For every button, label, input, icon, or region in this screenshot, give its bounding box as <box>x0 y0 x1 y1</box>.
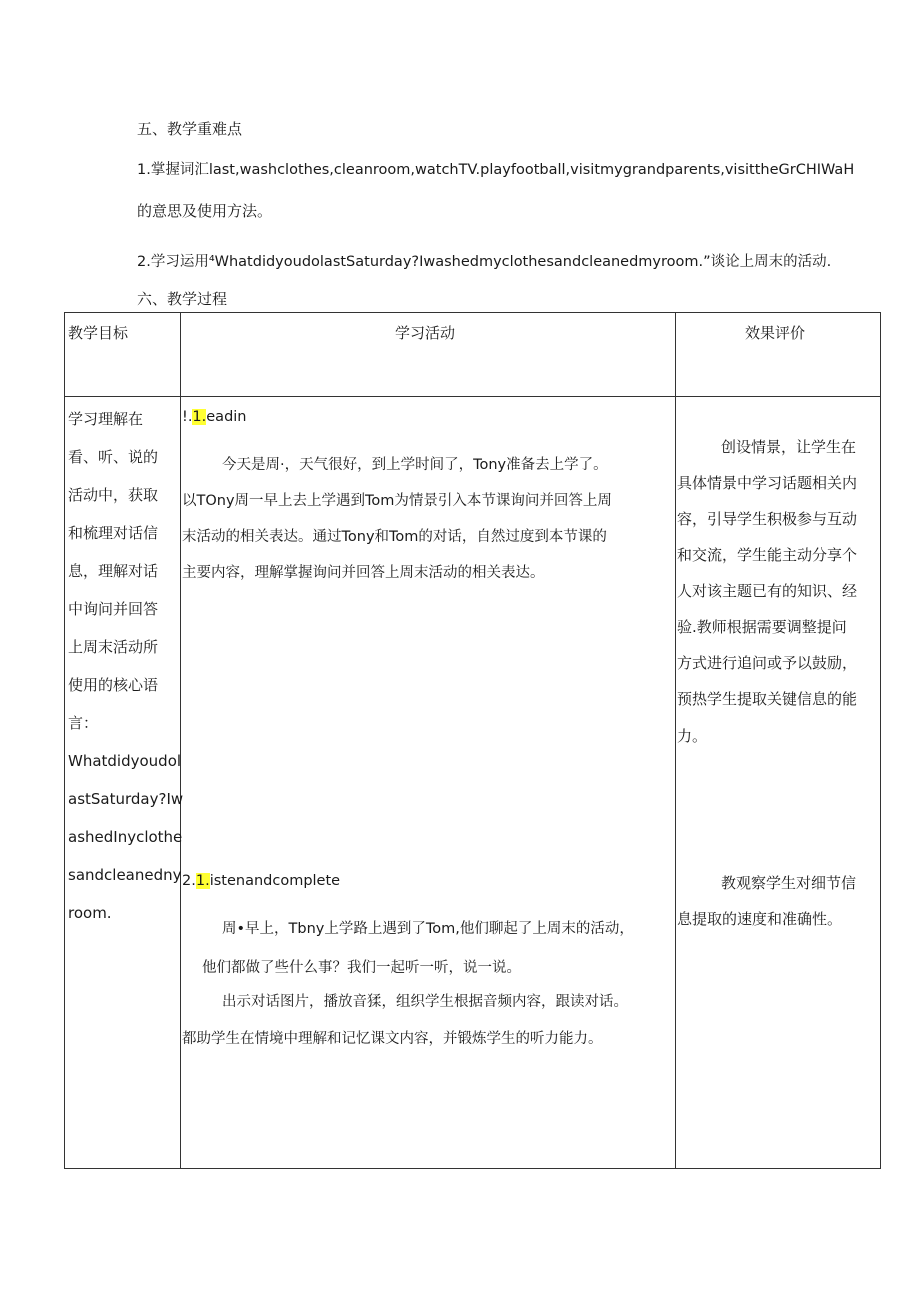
section-title-process: 六、教学过程 <box>137 290 228 308</box>
activity-2-prefix: 2. <box>182 873 196 889</box>
activity-1-line: 主要内容，理解掌握询问并回答上周末活动的相关表达。 <box>182 565 545 581</box>
activity-2-title: istenandcomplete <box>209 873 341 889</box>
evaluation-1-line: 和交流，学生能主动分享个 <box>677 546 858 564</box>
activity-1-prefix: !. <box>182 409 193 425</box>
teaching-process-table <box>64 312 881 1169</box>
column-divider <box>180 313 181 1168</box>
goal-line: ashedInyclothe <box>68 828 183 846</box>
section-title-key-points: 五、教学重难点 <box>137 120 243 138</box>
goal-line: 息，理解对话 <box>68 562 159 580</box>
header-teaching-goal: 教学目标 <box>68 324 129 342</box>
goal-line: room. <box>68 904 112 922</box>
goal-line: 言： <box>68 714 99 732</box>
evaluation-1-line: 预热学生提取关键信息的能 <box>677 690 858 708</box>
column-divider <box>675 313 676 1168</box>
evaluation-1-line: 人对该主题已有的知识、经 <box>677 582 858 600</box>
activity-1-highlight: 1. <box>192 409 207 425</box>
activity-1-line: 今天是周·，天气很好，到上学时间了，Tony准备去上学了。 <box>222 457 608 473</box>
goal-line: astSaturday?Iw <box>68 790 184 808</box>
goal-line: 和梳理对话信 <box>68 524 159 542</box>
activity-2-highlight: 1. <box>195 873 210 889</box>
activity-2-line: 周•早上，Tbny上学路上遇到了Tom,他们聊起了上周末的活动， <box>222 921 634 937</box>
goal-line: 使用的核心语 <box>68 676 159 694</box>
key-point-1-continued: 的意思及使用方法。 <box>137 202 273 220</box>
goal-line: sandcleanedny <box>68 866 182 884</box>
goal-line: 上周末活动所 <box>68 638 159 656</box>
key-point-2: 2.学习运用⁴WhatdidyoudolastSaturday?Iwashedmyclothesandcleanedmyroom.”谈论上周末的活动. <box>137 254 832 270</box>
activity-2-heading <box>182 871 340 891</box>
header-learning-activity: 学习活动 <box>395 324 456 342</box>
evaluation-1-line: 具体情景中学习话题相关内 <box>677 474 858 492</box>
evaluation-1-line: 方式进行追问或予以鼓励， <box>677 654 858 672</box>
evaluation-1-line: 力。 <box>677 727 708 745</box>
goal-line: 看、听、说的 <box>68 448 159 466</box>
goal-line: 中询问并回答 <box>68 600 159 618</box>
activity-1-line: 末活动的相关表达。通过Tony和Tom的对话，自然过度到本节课的 <box>182 529 607 545</box>
evaluation-1-line: 创设情景，让学生在 <box>721 438 857 456</box>
goal-line: Whatdidyoudol <box>68 752 182 770</box>
goal-line: 活动中，获取 <box>68 486 159 504</box>
header-evaluation: 效果评价 <box>745 324 806 342</box>
goal-line: 学习理解在 <box>68 410 144 428</box>
evaluation-2-line: 息提取的速度和准确性。 <box>677 910 843 928</box>
activity-1-heading <box>182 407 247 427</box>
activity-1-title: eadin <box>206 409 247 425</box>
evaluation-2-line: 教观察学生对细节信 <box>721 874 857 892</box>
row-divider <box>65 396 880 397</box>
evaluation-1-line: 验.教师根据需要调整提问 <box>677 618 847 636</box>
activity-2-line: 出示对话图片，播放音猱，组织学生根据音频内容，跟读对话。 <box>222 994 628 1010</box>
activity-1-line: 以TOny周一早上去上学遇到Tom为情景引入本节课询问并回答上周 <box>182 493 612 509</box>
key-point-1: 1.掌握词汇last,washclothes,cleanroom,watchTV.playfootball,visitmygrandparents,visittheGrCHIWaH <box>137 162 855 178</box>
activity-2-line: 他们都做了些什么事？我们一起听一听，说一说。 <box>202 960 521 976</box>
evaluation-1-line: 容，引导学生积极参与互动 <box>677 510 858 528</box>
activity-2-line: 都助学生在情境中理解和记忆课文内容，并锻炼学生的听力能力。 <box>182 1031 603 1047</box>
